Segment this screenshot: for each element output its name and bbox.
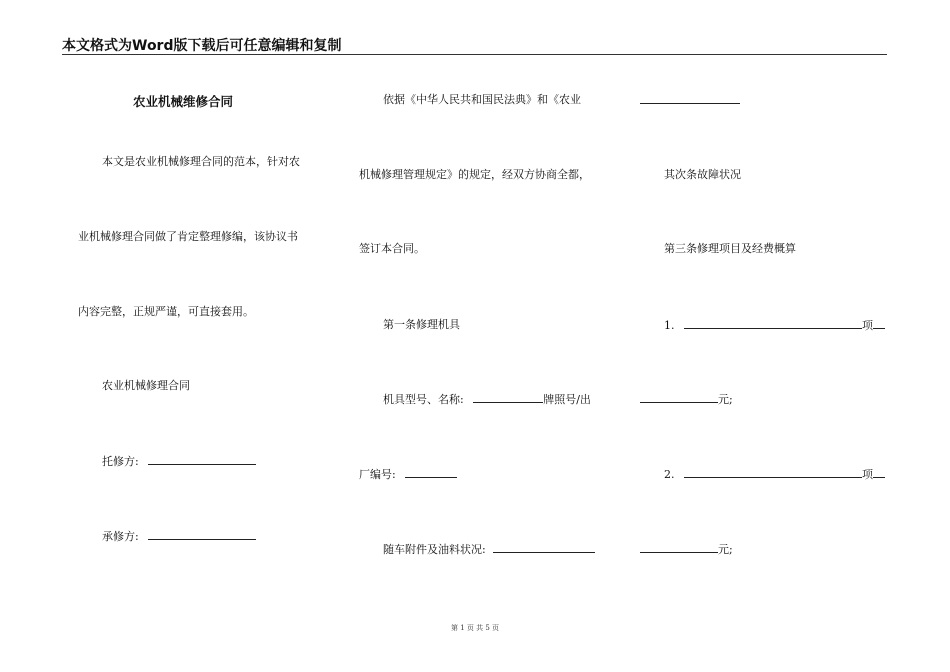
model-blank: [473, 392, 543, 403]
basis-line-2: 机械修理管理规定》的规定，经双方协商全都，: [359, 168, 590, 181]
header-title: 本文格式为Word版下载后可任意编辑和复制: [62, 38, 342, 54]
page-footer: 第 1 页 共 5 页: [450, 624, 500, 632]
item-2-number: 2.: [664, 468, 675, 481]
fault-blank: [640, 93, 740, 104]
page-header: [62, 32, 887, 55]
document-title: 农业机械维修合同: [133, 94, 234, 109]
item-2-cost-blank: [640, 542, 718, 553]
basis-line-1: 依据《中华人民共和国民法典》和《农业: [383, 93, 581, 106]
intro-line-1: 本文是农业机械修理合同的范本，针对农: [102, 155, 300, 168]
item-2-tail-blank: [873, 467, 885, 478]
article-1-heading: 第一条修理机具: [383, 318, 460, 331]
item-1-blank: [684, 318, 862, 329]
contractor-label: 承修方:: [102, 530, 139, 543]
intro-line-3: 内容完整，正规严谨，可直接套用。: [78, 305, 254, 318]
client-blank: [148, 454, 256, 465]
item-2-unit: 项: [862, 468, 873, 481]
client-label: 托修方:: [102, 455, 139, 468]
client-field: [102, 454, 256, 469]
item-2-blank: [684, 467, 862, 478]
model-field: [383, 392, 591, 407]
basis-line-3: 签订本合同。: [359, 242, 425, 255]
item-1-cost: [640, 392, 733, 407]
item-1-unit: 项: [862, 319, 873, 332]
article-2-heading: 其次条故障状况: [664, 168, 741, 181]
item-2-cost: [640, 542, 733, 557]
contractor-blank: [148, 529, 256, 540]
item-2-yuan: 元;: [718, 543, 733, 556]
accessories-label: 随车附件及油料状况:: [383, 543, 486, 556]
intro-line-2: 业机械修理合同做了肯定整理修编，该协议书: [78, 230, 298, 243]
factory-field: [359, 467, 457, 482]
item-1-number: 1.: [664, 319, 675, 332]
item-1-tail-blank: [873, 318, 885, 329]
item-1-yuan: 元;: [718, 393, 733, 406]
item-1-field: [664, 318, 885, 333]
factory-blank: [405, 467, 457, 478]
accessories-blank: [493, 542, 595, 553]
factory-label: 厂编号:: [359, 468, 396, 481]
accessories-field: [383, 542, 595, 557]
contract-subtitle: 农业机械修理合同: [102, 379, 190, 392]
fault-blank-line: [640, 93, 740, 108]
article-3-heading: 第三条修理项目及经费概算: [664, 242, 796, 255]
plate-label: 牌照号/出: [543, 393, 591, 406]
item-2-field: [664, 467, 885, 482]
item-1-cost-blank: [640, 392, 718, 403]
model-label: 机具型号、名称:: [383, 393, 464, 406]
contractor-field: [102, 529, 256, 544]
